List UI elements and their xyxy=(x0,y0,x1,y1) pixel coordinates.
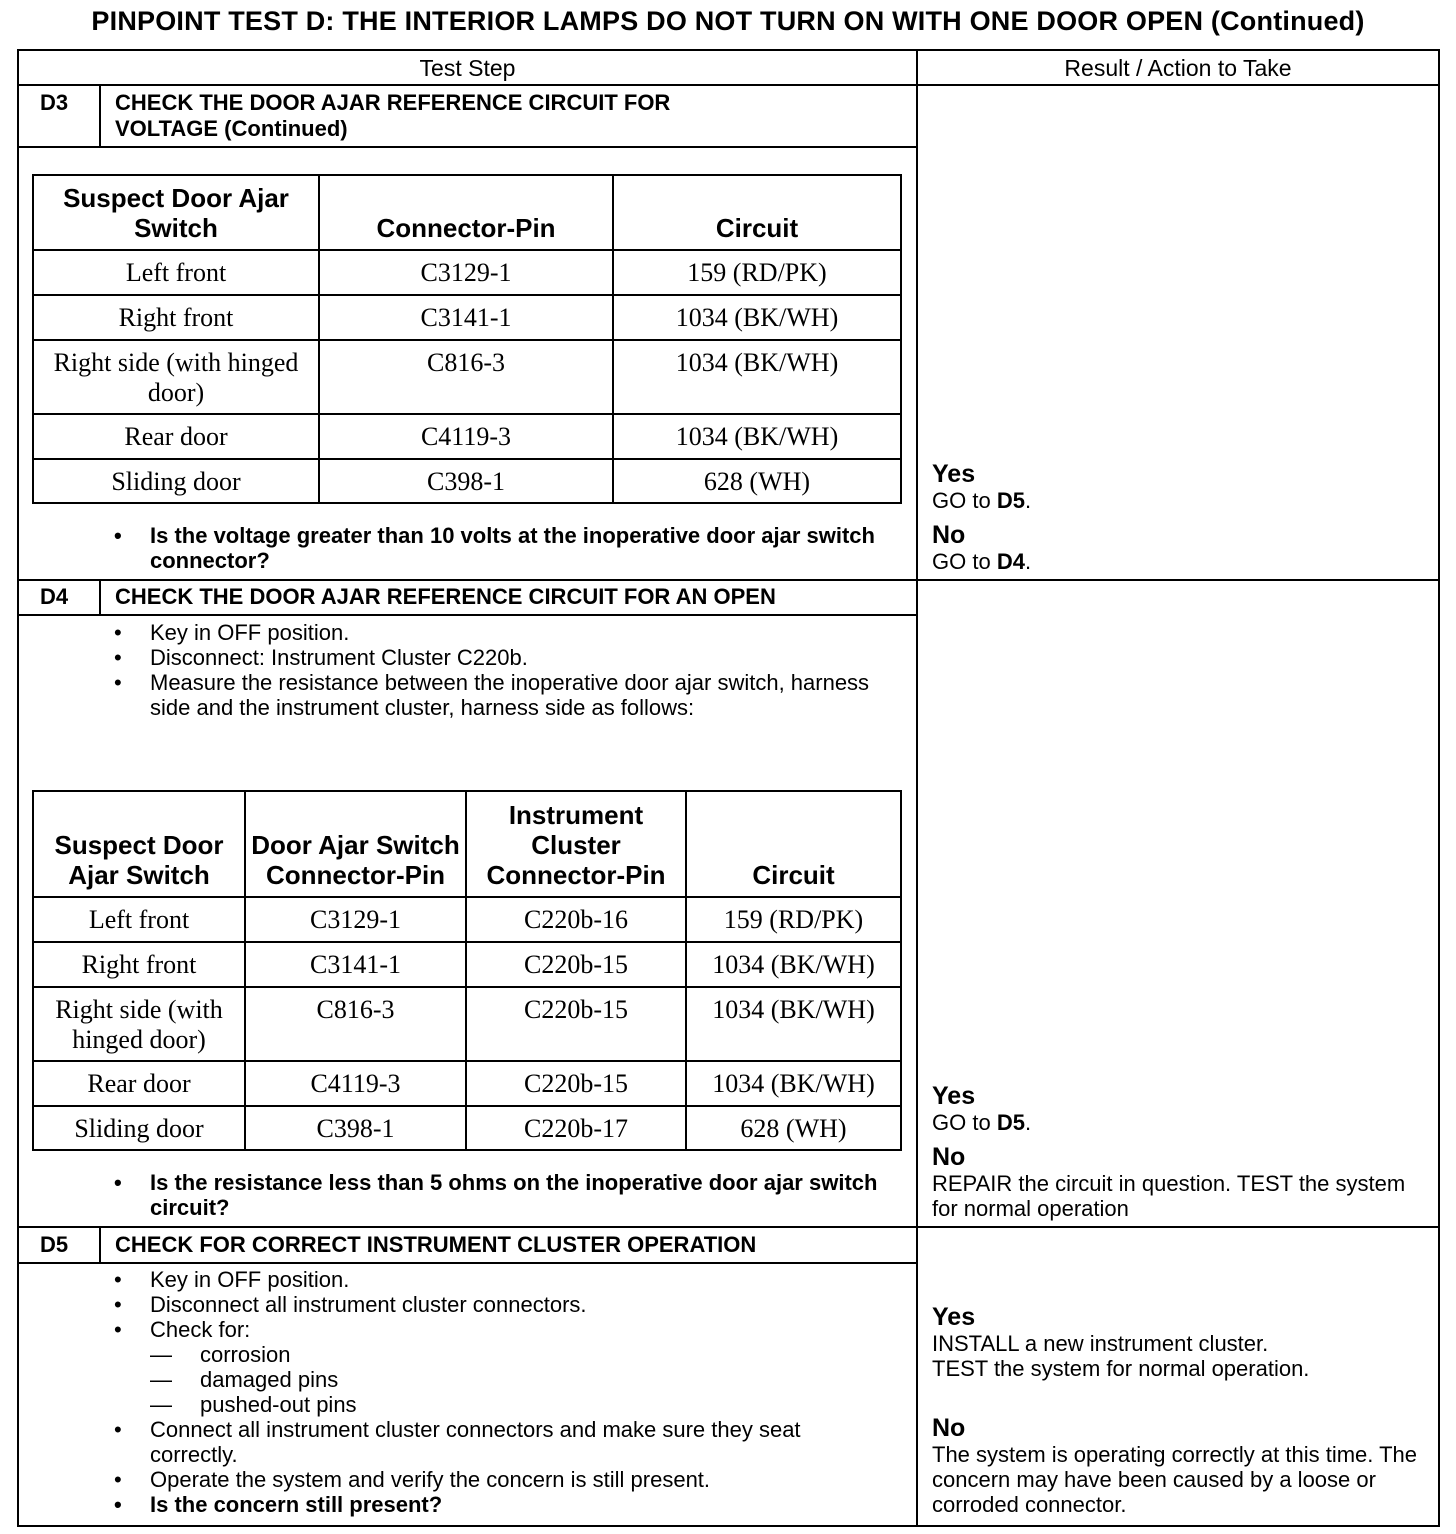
step-id-d3: D3 xyxy=(40,90,69,115)
table-cell: 1034 (BK/WH) xyxy=(613,340,901,414)
d5-id-divider xyxy=(99,1226,101,1263)
table-cell: C220b-16 xyxy=(466,897,686,942)
d3-no-action: GO to D4. xyxy=(932,549,1032,574)
table-cell: Rear door xyxy=(33,1061,245,1106)
d4-step-list xyxy=(110,620,890,720)
table-cell: 1034 (BK/WH) xyxy=(686,942,901,987)
table-row xyxy=(33,459,901,503)
table-cell: C3129-1 xyxy=(319,250,613,295)
d4-header-circuit: Circuit xyxy=(686,791,901,897)
table-row xyxy=(33,897,901,942)
d4-d5-divider xyxy=(17,1226,1440,1228)
d3-question: • Is the voltage greater than 10 volts at the inoperative door ajar switch connector? xyxy=(110,523,890,573)
table-row xyxy=(33,942,901,987)
d3-header-circuit: Circuit xyxy=(613,175,901,250)
table-cell: Right front xyxy=(33,942,245,987)
table-cell: 1034 (BK/WH) xyxy=(613,414,901,459)
table-cell: C4119-3 xyxy=(319,414,613,459)
d4-yes-action: GO to D5. xyxy=(932,1110,1032,1135)
table-row xyxy=(33,1061,901,1106)
table-cell: Sliding door xyxy=(33,1106,245,1150)
d5-yes-label: Yes xyxy=(932,1303,976,1331)
d5-no-label: No xyxy=(932,1414,966,1442)
d4-question: • Is the resistance less than 5 ohms on the inoperative door ajar switch circuit? xyxy=(110,1170,890,1220)
step-id-d4: D4 xyxy=(40,584,69,609)
d4-no-label: No xyxy=(932,1143,966,1171)
list-item: • Check for: xyxy=(110,1317,890,1342)
header-divider xyxy=(17,84,1440,86)
table-cell: 159 (RD/PK) xyxy=(686,897,901,942)
table-cell: C3141-1 xyxy=(245,942,466,987)
table-cell: C220b-15 xyxy=(466,942,686,987)
table-cell: Sliding door xyxy=(33,459,319,503)
d5-yes-action-2: TEST the system for normal operation. xyxy=(932,1356,1310,1381)
d4-header-switch-pin: Door Ajar Switch Connector-Pin xyxy=(245,791,466,897)
step-id-d5: D5 xyxy=(40,1232,69,1257)
list-item: • Disconnect all instrument cluster connectors. xyxy=(110,1292,890,1317)
table-cell: C3141-1 xyxy=(319,295,613,340)
d3-yes-label: Yes xyxy=(932,460,976,488)
list-item: • Key in OFF position. xyxy=(110,1267,890,1292)
table-row xyxy=(33,987,901,1061)
list-item: — damaged pins xyxy=(110,1367,890,1392)
table-cell: C220b-15 xyxy=(466,987,686,1061)
step-title-d5: CHECK FOR CORRECT INSTRUMENT CLUSTER OPERATION xyxy=(115,1232,757,1257)
d3-data-table xyxy=(32,174,902,504)
table-cell: C398-1 xyxy=(245,1106,466,1150)
table-cell: 1034 (BK/WH) xyxy=(613,295,901,340)
table-cell: 1034 (BK/WH) xyxy=(686,987,901,1061)
d3-header-switch: Suspect Door Ajar Switch xyxy=(33,175,319,250)
column-header-test-step: Test Step xyxy=(419,55,516,81)
table-row xyxy=(33,340,901,414)
table-row xyxy=(33,250,901,295)
d3-no-label: No xyxy=(932,521,966,549)
step-title-d3: CHECK THE DOOR AJAR REFERENCE CIRCUIT FOR VOLTAGE (Continued) xyxy=(115,90,671,141)
table-cell: 159 (RD/PK) xyxy=(613,250,901,295)
d4-header-cluster-pin: Instrument Cluster Connector-Pin xyxy=(466,791,686,897)
d3-title-divider xyxy=(17,146,917,148)
table-cell: C398-1 xyxy=(319,459,613,503)
list-item: • Connect all instrument cluster connectors and make sure they seat correctly. xyxy=(110,1417,890,1467)
list-item: • Key in OFF position. xyxy=(110,620,890,645)
list-item: • Measure the resistance between the inoperative door ajar switch, harness side and the instrument cluster, harness side as follows: xyxy=(110,670,890,720)
table-cell: C4119-3 xyxy=(245,1061,466,1106)
table-cell: C816-3 xyxy=(245,987,466,1061)
d5-result xyxy=(932,1303,1422,1517)
table-row xyxy=(33,1106,901,1150)
d4-data-table xyxy=(32,790,902,1151)
d3-yes-action: GO to D5. xyxy=(932,488,1032,513)
table-cell: C3129-1 xyxy=(245,897,466,942)
table-row xyxy=(33,414,901,459)
list-item: — corrosion xyxy=(110,1342,890,1367)
d4-header-switch: Suspect Door Ajar Switch xyxy=(33,791,245,897)
d4-id-divider xyxy=(99,579,101,615)
d3-d4-divider xyxy=(17,579,1440,581)
d4-title-divider xyxy=(17,614,917,616)
d5-step-list xyxy=(110,1267,890,1517)
d5-yes-action-1: INSTALL a new instrument cluster. xyxy=(932,1331,1269,1356)
page-title: PINPOINT TEST D: THE INTERIOR LAMPS DO NOT TURN ON WITH ONE DOOR OPEN (Continued) xyxy=(91,6,1365,36)
d4-result xyxy=(932,1082,1422,1221)
d5-title-divider xyxy=(17,1262,917,1264)
d3-id-divider xyxy=(99,84,101,147)
table-cell: Rear door xyxy=(33,414,319,459)
d4-no-action: REPAIR the circuit in question. TEST the system for normal operation xyxy=(932,1171,1406,1221)
list-item: • Disconnect: Instrument Cluster C220b. xyxy=(110,645,890,670)
table-cell: Left front xyxy=(33,897,245,942)
table-cell: 628 (WH) xyxy=(613,459,901,503)
d5-no-action: The system is operating correctly at this time. The concern may have been caused by a loose or corroded connector. xyxy=(932,1442,1417,1517)
table-cell: C816-3 xyxy=(319,340,613,414)
list-item: • Operate the system and verify the concern is still present. xyxy=(110,1467,890,1492)
table-cell: C220b-17 xyxy=(466,1106,686,1150)
list-item: • Is the concern still present? xyxy=(110,1492,890,1517)
table-cell: Right side (with hinged door) xyxy=(33,987,245,1061)
table-cell: C220b-15 xyxy=(466,1061,686,1106)
table-cell: Right front xyxy=(33,295,319,340)
d3-header-connector: Connector-Pin xyxy=(319,175,613,250)
table-cell: Right side (with hinged door) xyxy=(33,340,319,414)
column-header-result: Result / Action to Take xyxy=(1064,55,1292,81)
table-cell: 628 (WH) xyxy=(686,1106,901,1150)
list-item: — pushed-out pins xyxy=(110,1392,890,1417)
d3-result xyxy=(932,460,1422,574)
step-title-d4: CHECK THE DOOR AJAR REFERENCE CIRCUIT FOR AN OPEN xyxy=(115,584,776,609)
table-cell: 1034 (BK/WH) xyxy=(686,1061,901,1106)
table-cell: Left front xyxy=(33,250,319,295)
table-row xyxy=(33,295,901,340)
column-divider xyxy=(916,49,918,1527)
d4-yes-label: Yes xyxy=(932,1082,976,1110)
